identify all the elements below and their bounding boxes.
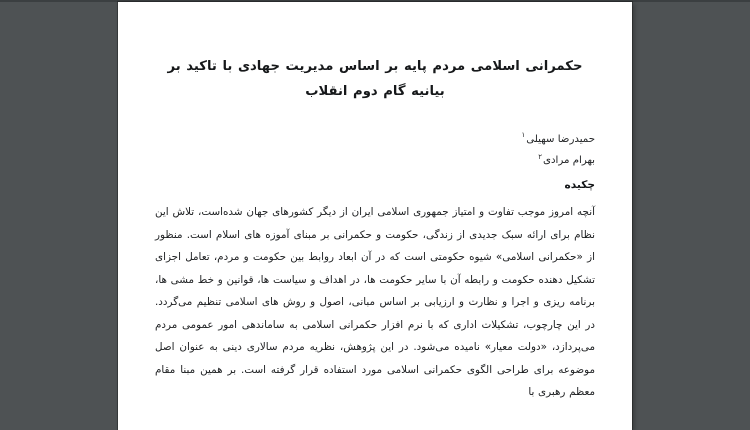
document-page <box>118 2 632 430</box>
author-affiliation-marker: ۱ <box>521 131 526 140</box>
abstract-paragraph: آنچه امروز موجب تفاوت و امتیاز جمهوری اسلامی ایران از دیگر کشورهای جهان شده‌است، تلاش این نظام برای ارائه سبک جدیدی از زندگی، حکومت و حکمرانی بر مبنای آموزه های اسلام است. منظور از «حکمرانی اسلامی» شیوه حکومتی است که در آن ابعاد روابط بین حکومت و مردم، تعامل اجزای تشکیل دهنده حکومت و رابطه آن با سایر حکومت ها، در اهداف و سیاست ها، قوانین و خط مشی ها، برنامه ریزی و اجرا و نظارت و ارزیابی بر اساس مبانی، اصول و روش های اسلامی تنظیم می‌گردد. در این چارچوب، تشکیلات اداری که با نرم افزار حکمرانی اسلامی به ساماندهی امور عمومی مردم می‌پردازد، «دولت معیار» نامیده می‌شود. در این پژوهش، نظریه مردم سالاری دینی به عنوان اصل موضوعه برای طراحی الگوی حکمرانی اسلامی مورد استفاده قرار گرفته است. بر همین مبنا مقام معظم رهبری با <box>155 206 595 399</box>
author-list <box>155 105 595 172</box>
author-entry <box>155 150 595 172</box>
page-title: حکمرانی اسلامی مردم پایه بر اساس مدیریت جهادی با تاکید بر بیانیه گام دوم انقلاب <box>167 59 583 100</box>
author-affiliation-marker: ۲ <box>538 152 543 161</box>
author-entry <box>155 129 595 151</box>
author-name: بهرام مرادی <box>543 155 595 167</box>
abstract-heading: چکیده <box>564 178 595 191</box>
abstract-body <box>155 195 595 404</box>
page-content <box>118 2 632 430</box>
author-name: حمیدرضا سهیلی <box>526 133 595 145</box>
